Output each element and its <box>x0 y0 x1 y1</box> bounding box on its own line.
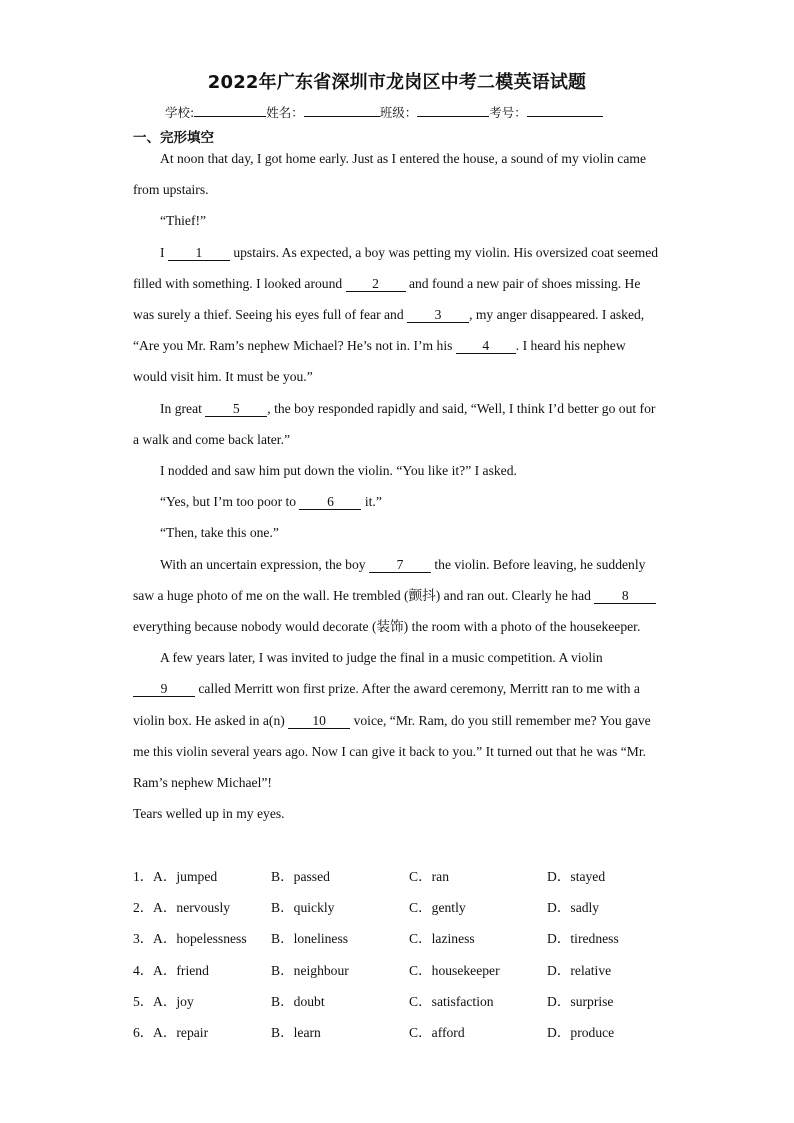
option-d[interactable]: D．produce <box>547 1024 615 1040</box>
class-blank[interactable] <box>417 103 489 117</box>
question-number: 4． <box>133 962 154 978</box>
text: it.” <box>361 494 382 510</box>
option-row <box>133 861 693 892</box>
exam-no-label: 考号： <box>489 105 527 120</box>
option-row <box>133 986 693 1017</box>
blank-9[interactable]: 9 <box>133 682 195 697</box>
option-d[interactable]: D．relative <box>547 962 612 978</box>
question-number: 6． <box>133 1024 154 1040</box>
blank-4[interactable]: 4 <box>456 339 516 354</box>
option-a[interactable]: A．jumped <box>153 869 218 884</box>
option-c[interactable]: C．afford <box>409 1024 465 1040</box>
paragraph-8 <box>133 549 663 643</box>
name-label: 姓名： <box>266 105 304 120</box>
text: called Merritt won first prize. After the award ceremony, Merritt ran to me with a violin box. He asked in a(n) <box>133 681 640 728</box>
school-label: 学校: <box>165 105 195 120</box>
paragraph-5: I nodded and saw him put down the violin. “You like it?” I asked. <box>160 463 517 479</box>
blank-8[interactable]: 8 <box>594 589 656 604</box>
paragraph-1: At noon that day, I got home early. Just as I entered the house, a sound of my violin came from upstairs. <box>133 151 646 198</box>
paragraph-4 <box>133 393 663 455</box>
option-row <box>133 955 693 986</box>
text: A few years later, I was invited to judge the final in a music competition. A violin <box>160 650 603 666</box>
option-a[interactable]: A．friend <box>153 962 209 978</box>
blank-7[interactable]: 7 <box>369 558 431 573</box>
option-b[interactable]: B．loneliness <box>271 931 349 947</box>
question-number: 3． <box>133 931 154 947</box>
option-a[interactable]: A．repair <box>153 1024 209 1040</box>
option-b[interactable]: B．passed <box>271 869 330 884</box>
page-title: 2022年广东省深圳市龙岗区中考二模英语试题 <box>207 72 587 93</box>
option-c[interactable]: C．laziness <box>409 931 475 947</box>
question-number: 1． <box>133 869 154 884</box>
option-b[interactable]: B．doubt <box>271 993 325 1009</box>
school-blank[interactable] <box>194 103 266 117</box>
paragraph-9 <box>133 642 663 798</box>
question-number: 2． <box>133 900 154 916</box>
section-heading: 一、完形填空 <box>133 130 214 146</box>
paragraph-2: “Thief!” <box>160 213 207 229</box>
paragraph-10: Tears welled up in my eyes. <box>133 806 285 822</box>
blank-6[interactable]: 6 <box>299 495 361 510</box>
text: With an uncertain expression, the boy <box>160 556 369 572</box>
option-c[interactable]: C．satisfaction <box>409 993 494 1009</box>
option-d[interactable]: D．stayed <box>547 869 606 884</box>
text: . I heard his nephew would visit him. It must be you.” <box>133 338 626 385</box>
text: “Yes, but I’m too poor to <box>160 494 300 510</box>
option-row <box>133 923 693 954</box>
option-row <box>133 892 693 923</box>
option-a[interactable]: A．joy <box>153 993 194 1009</box>
name-blank[interactable] <box>304 103 380 117</box>
option-d[interactable]: D．tiredness <box>547 931 619 947</box>
student-info-line <box>165 103 603 121</box>
exam-no-blank[interactable] <box>527 103 603 117</box>
blank-3[interactable]: 3 <box>407 308 469 323</box>
text: , my anger disappeared. I asked, “Are you Mr. Ram’s nephew Michael? He’s not in. I’m his <box>133 307 645 354</box>
option-row <box>133 1017 693 1048</box>
class-label: 班级： <box>379 105 418 120</box>
paragraph-7: “Then, take this one.” <box>160 525 279 541</box>
blank-10[interactable]: 10 <box>288 714 350 729</box>
option-a[interactable]: A．nervously <box>153 900 231 916</box>
blank-5[interactable]: 5 <box>205 402 267 417</box>
option-a[interactable]: A．hopelessness <box>153 931 247 947</box>
option-b[interactable]: B．learn <box>271 1024 321 1040</box>
paragraph-6 <box>133 486 663 517</box>
passage <box>133 143 663 829</box>
option-c[interactable]: C．gently <box>409 900 466 916</box>
text: , the boy responded rapidly and said, “Well, I think I’d better go out for a walk and come back later.” <box>133 400 656 447</box>
text: voice, “Mr. Ram, do you still remember me? You gave me this violin several years ago. Now I can give it back to you.” It turned out that he was “Mr. Ram’s nephew Michael”! <box>133 712 651 791</box>
text: the violin. Before leaving, he suddenly saw a huge photo of me on the wall. He trembled (颤抖) and ran out. Clearly he had <box>133 556 646 603</box>
option-c[interactable]: C．ran <box>409 869 450 884</box>
option-b[interactable]: B．quickly <box>271 900 335 916</box>
question-number: 5． <box>133 993 154 1009</box>
option-d[interactable]: D．sadly <box>547 900 600 916</box>
option-c[interactable]: C．housekeeper <box>409 962 500 978</box>
text: and found a new pair of shoes missing. He was surely a thief. Seeing his eyes full of fear and <box>133 275 641 323</box>
text: In great <box>160 400 206 416</box>
blank-1[interactable]: 1 <box>168 246 230 261</box>
blank-2[interactable]: 2 <box>346 277 406 292</box>
paragraph-3 <box>133 237 663 393</box>
text: I <box>160 244 168 260</box>
options-list <box>133 861 693 1048</box>
text: everything because nobody would decorate (装饰) the room with a photo of the housekeeper. <box>133 619 641 635</box>
option-b[interactable]: B．neighbour <box>271 962 349 978</box>
option-d[interactable]: D．surprise <box>547 993 614 1009</box>
text: upstairs. As expected, a boy was petting my violin. His oversized coat seemed filled with something. I looked around <box>133 244 659 291</box>
